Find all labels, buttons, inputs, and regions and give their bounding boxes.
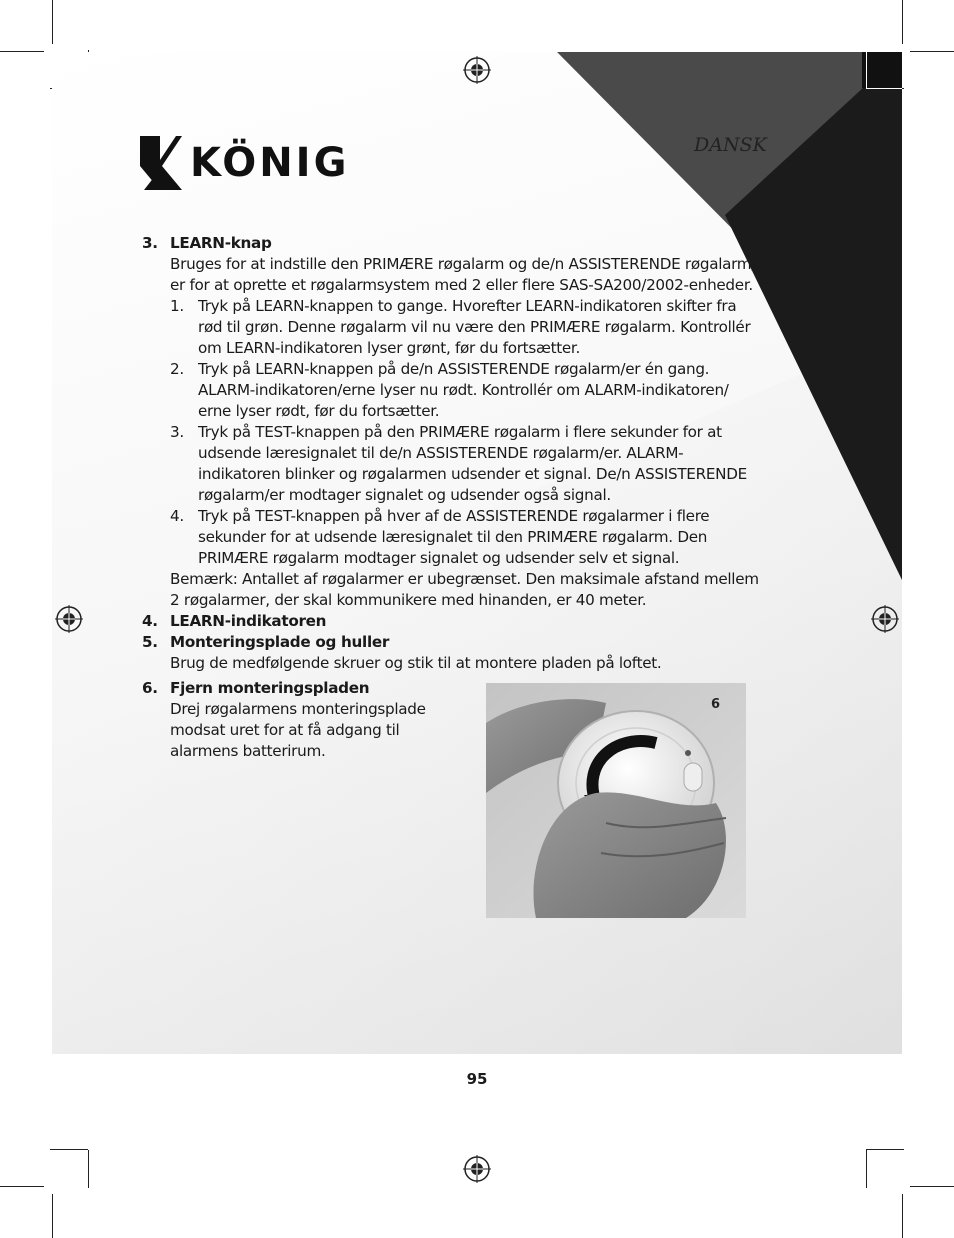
section-text: Drej røgalarmens monteringsplade modsat uret for at få adgang til alarmens batterirum. [170,700,426,760]
brand-name: KÖNIG [190,140,350,186]
section-number: 4. [142,612,158,630]
crop-mark [866,50,867,88]
section-learn-button [142,233,762,611]
section-intro: Bruges for at indstille den PRIMÆRE røgalarm og de/n ASSISTERENDE røgalarm/ er for at oprette et røgalarmsystem med 2 eller flere SAS-SA200/2002-enheder. [170,255,757,294]
step-text: Tryk på TEST-knappen på den PRIMÆRE røgalarm i flere sekunder for at udsende læresignalet til de/n ASSISTERENDE røgalarm/er. ALARM-indikatoren blinker og røgalarmen udsender et signal. De/n ASSISTERENDE røgalarm/er modtager signalet og udsender også signal. [198,423,747,504]
step-item [170,359,762,422]
step-number: 4. [170,507,184,525]
konig-k-icon [140,136,182,190]
section-number: 5. [142,633,158,651]
step-text: Tryk på LEARN-knappen to gange. Hvorefter LEARN-indikatoren skifter fra rød til grøn. Denne røgalarm vil nu være den PRIMÆRE røgalarm. Kontrollér om LEARN-indikatoren lyser grønt, før du fortsætter. [198,297,751,357]
registration-mark-icon [463,56,491,84]
section-title: LEARN-indikatoren [170,612,327,630]
brand-logo [140,135,349,191]
figure-label: 6 [710,697,720,712]
section-title: LEARN-knap [170,234,272,252]
section-text: Brug de medfølgende skruer og stik til at montere pladen på loftet. [170,654,662,672]
registration-mark-icon [55,605,83,633]
section-title: Monteringsplade og huller [170,633,390,651]
section-title: Fjern monteringspladen [170,679,370,697]
step-item [170,506,762,569]
step-number: 2. [170,360,184,378]
smoke-alarm-illustration [486,683,746,918]
step-number: 3. [170,423,184,441]
step-number: 1. [170,297,184,315]
registration-mark-icon [871,605,899,633]
section-learn-indicator [142,611,762,632]
section-number: 3. [142,234,158,252]
figure-remove-plate-photo [486,683,746,918]
registration-mark-icon [463,1155,491,1183]
step-item [170,296,762,359]
section-mounting-plate [142,632,762,674]
page-number: 95 [466,1070,488,1088]
step-text: Tryk på LEARN-knappen på de/n ASSISTERENDE røgalarm/er én gang. ALARM-indikatoren/erne lyser nu rødt. Kontrollér om ALARM-indikatoren/ erne lyser rødt, før du fortsætter. [198,360,729,420]
section-note: Bemærk: Antallet af røgalarmer er ubegrænset. Den maksimale afstand mellem 2 røgalarmer, der skal kommunikere med hinanden, er 40 meter. [170,570,759,609]
step-text: Tryk på TEST-knappen på hver af de ASSISTERENDE røgalarmer i flere sekunder for at udsende læresignalet til den PRIMÆRE røgalarm. Den PRIMÆRE røgalarm modtager signalet og udsender selv et signal. [198,507,710,567]
language-label: DANSK [694,134,767,156]
step-item [170,422,762,506]
crop-mark [866,88,902,89]
section-number: 6. [142,679,158,697]
